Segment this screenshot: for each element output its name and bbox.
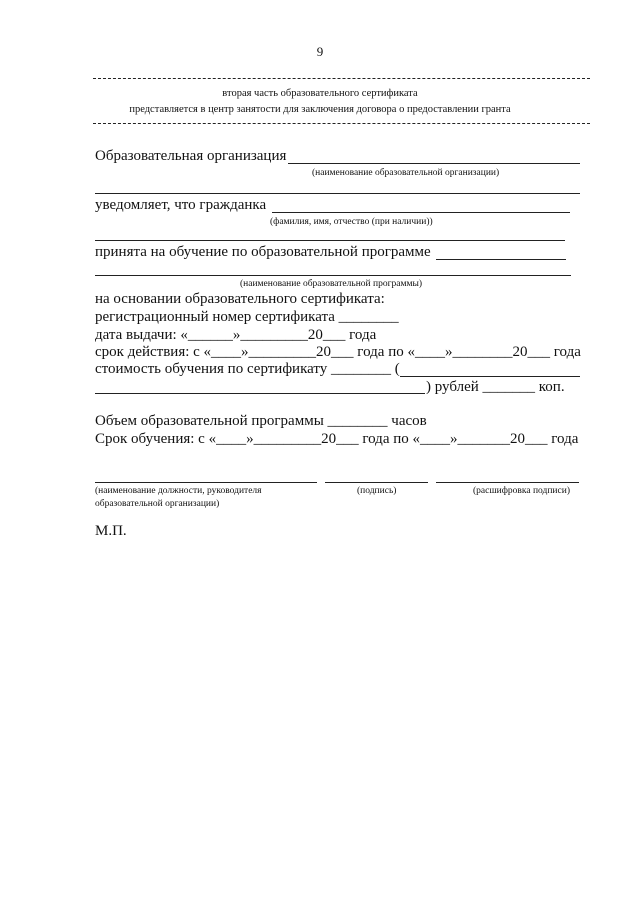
fio-caption: (фамилия, имя, отчество (при наличии)) (270, 217, 433, 227)
header-line-1: вторая часть образовательного сертификата (222, 88, 418, 99)
term-label: Срок обучения: с «____»_________20___ года по «____»_______20___ года (95, 431, 579, 447)
cost-label: стоимость обучения по сертификату ________ ( (95, 361, 400, 377)
decoding-signature-line[interactable] (436, 482, 579, 483)
dashed-separator-bottom (93, 123, 590, 124)
rubles-label: ) рублей _______ коп. (426, 379, 565, 395)
sign-caption-position-2: образовательной организации) (95, 499, 220, 509)
dashed-separator-top (93, 78, 590, 79)
volume-label: Объем образовательной программы ________ часов (95, 413, 427, 429)
validity-label: срок действия: с «____»_________20___ года по «____»________20___ года (95, 344, 581, 360)
accepted-label: принята на обучение по образовательной программе (95, 244, 431, 260)
sign-caption-position-1: (наименование должности, руководителя (95, 486, 262, 496)
header-line-2: представляется в центр занятости для заключения договора о предоставлении гранта (129, 104, 511, 115)
org-field-line-2[interactable] (95, 193, 580, 194)
sign-caption-signature: (подпись) (357, 486, 397, 496)
cost-words-field-line[interactable] (400, 376, 580, 377)
cost-words-field-line-2[interactable] (95, 393, 425, 394)
fio-field-line[interactable] (272, 212, 570, 213)
position-signature-line[interactable] (95, 482, 317, 483)
org-field-line[interactable] (288, 163, 580, 164)
org-label: Образовательная организация (95, 148, 287, 164)
program-caption: (наименование образовательной программы) (240, 279, 423, 289)
basis-label: на основании образовательного сертификата: (95, 291, 385, 307)
seal-label: М.П. (95, 523, 127, 539)
program-field-line-2[interactable] (95, 275, 571, 276)
sign-caption-decoding: (расшифровка подписи) (473, 486, 570, 496)
org-caption: (наименование образовательной организации) (312, 168, 500, 178)
reg-number-label: регистрационный номер сертификата ________ (95, 309, 399, 325)
issue-date-label: дата выдачи: «______»_________20___ года (95, 327, 377, 343)
notifies-label: уведомляет, что гражданка (95, 197, 267, 213)
fio-field-line-2[interactable] (95, 240, 565, 241)
page-number: 9 (316, 44, 324, 59)
signature-line[interactable] (325, 482, 428, 483)
program-field-line[interactable] (436, 259, 566, 260)
